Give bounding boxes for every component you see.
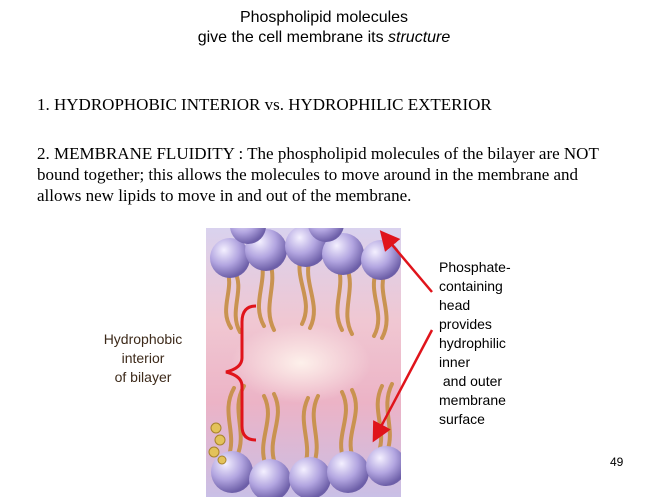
label-line: Phosphate- <box>439 259 511 275</box>
label-line: containing <box>439 278 503 294</box>
label-line: head <box>439 297 471 313</box>
page-number: 49 <box>610 455 624 469</box>
slide-title <box>0 8 648 48</box>
label-line: hydrophilic <box>439 335 506 351</box>
title-line-1: Phospholipid molecules <box>239 9 409 26</box>
title-line-2-text: give the cell membrane its <box>197 29 389 46</box>
label-line: interior <box>121 350 165 366</box>
label-line: inner <box>439 354 471 370</box>
membrane-illustration <box>206 228 401 497</box>
label-line: Hydrophobic <box>103 331 183 347</box>
lipid-bilayer-drawing <box>206 228 401 497</box>
label-line: provides <box>439 316 492 332</box>
title-emphasis: structure <box>388 29 451 46</box>
phosphate-head-label <box>439 258 529 429</box>
label-line: surface <box>439 411 485 427</box>
hydrophobic-interior-label <box>84 330 202 387</box>
label-line: and outer <box>439 373 503 389</box>
point-2: 2. MEMBRANE FLUIDITY : The phospholipid molecules of the bilayer are NOT bound together; this allows the molecules to move around in the membrane and allows new lipids to move in and out of the membrane. <box>37 144 599 205</box>
label-line: of bilayer <box>114 369 172 385</box>
point-1: 1. HYDROPHOBIC INTERIOR vs. HYDROPHILIC EXTERIOR <box>37 95 492 114</box>
title-line-2 <box>0 28 648 48</box>
label-line: membrane <box>439 392 506 408</box>
